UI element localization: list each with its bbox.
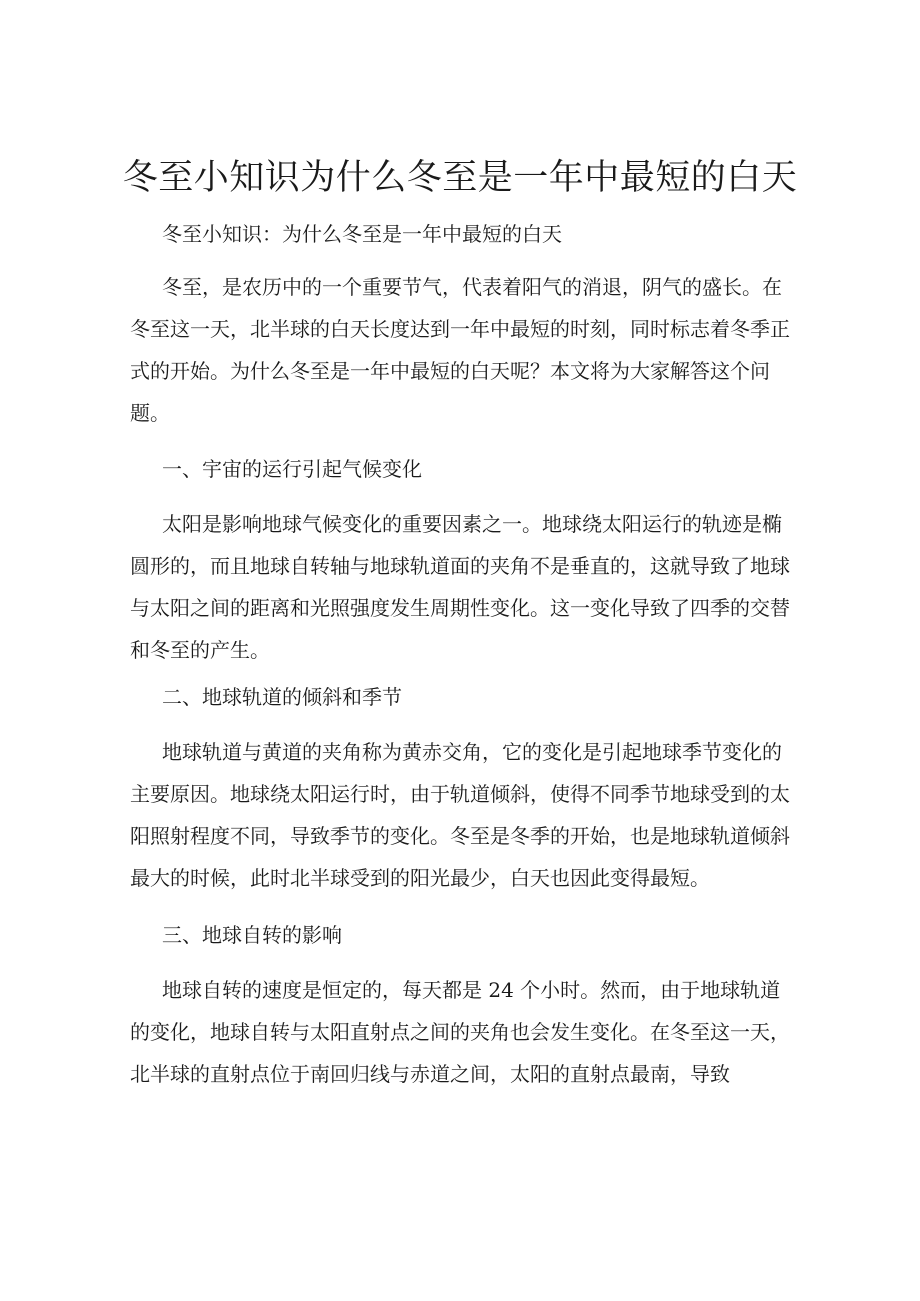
document-subtitle: 冬至小知识：为什么冬至是一年中最短的白天 xyxy=(162,222,562,246)
section-3-paragraph: 地球自转的速度是恒定的，每天都是 24 个小时。然而，由于地球轨道的变化，地球自转与太阳直射点之间的夹角也会发生变化。在冬至这一天，北半球的直射点位于南回归线与赤道之间，太阳的直射点最南，导致 xyxy=(130,978,790,1086)
intro-paragraph: 冬至，是农历中的一个重要节气，代表着阳气的消退，阴气的盛长。在冬至这一天，北半球的白天长度达到一年中最短的时刻，同时标志着冬季正式的开始。为什么冬至是一年中最短的白天呢？本文将为大家解答这个问题。 xyxy=(130,275,790,425)
section-2-heading: 二、地球轨道的倾斜和季节 xyxy=(162,685,402,709)
section-1-paragraph: 太阳是影响地球气候变化的重要因素之一。地球绕太阳运行的轨迹是椭圆形的，而且地球自转轴与地球轨道面的夹角不是垂直的，这就导致了地球与太阳之间的距离和光照强度发生周期性变化。这一变化导致了四季的交替和冬至的产生。 xyxy=(130,512,790,662)
section-3-heading: 三、地球自转的影响 xyxy=(162,923,342,947)
section-1-heading: 一、宇宙的运行引起气候变化 xyxy=(162,457,422,481)
document-title: 冬至小知识为什么冬至是一年中最短的白天 xyxy=(122,158,798,198)
section-2-paragraph: 地球轨道与黄道的夹角称为黄赤交角，它的变化是引起地球季节变化的主要原因。地球绕太阳运行时，由于轨道倾斜，使得不同季节地球受到的太阳照射程度不同，导致季节的变化。冬至是冬季的开始，也是地球轨道倾斜最大的时候，此时北半球受到的阳光最少，白天也因此变得最短。 xyxy=(130,740,790,890)
